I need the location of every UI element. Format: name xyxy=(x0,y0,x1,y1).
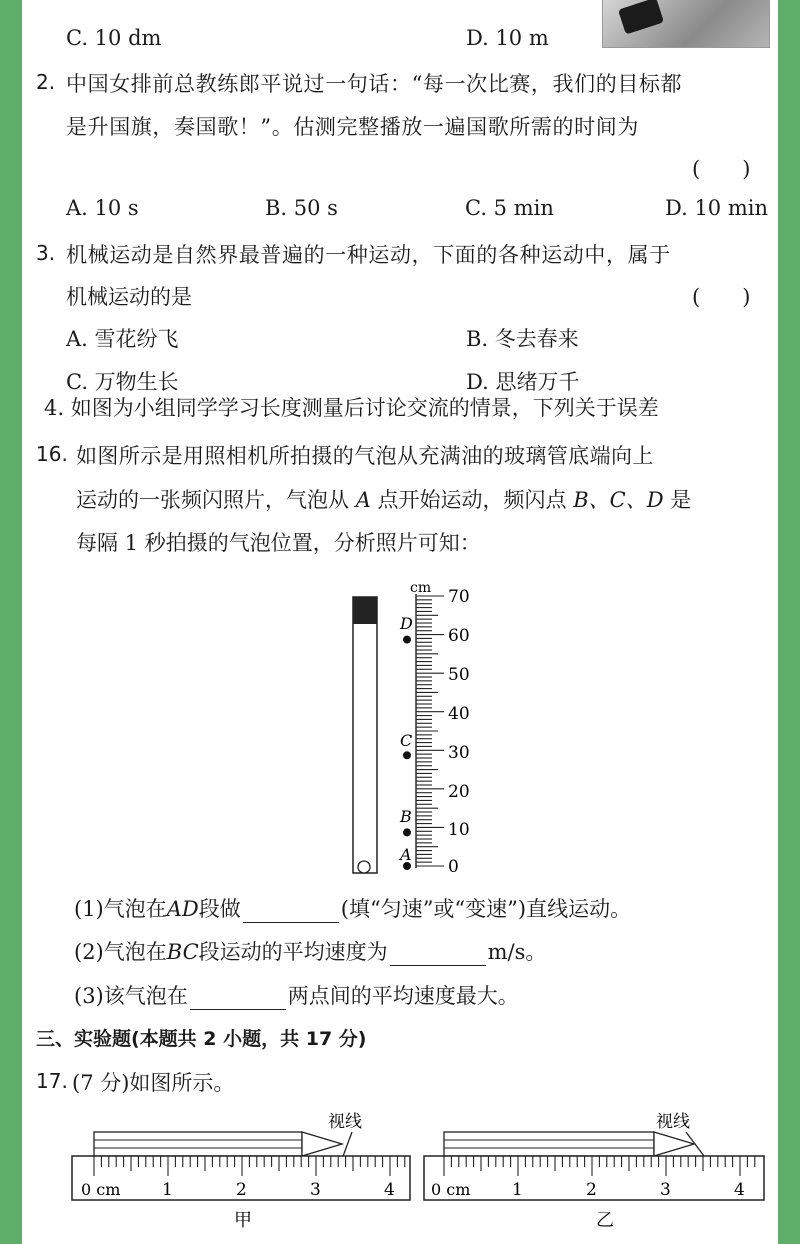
q3-option-b: B. 冬去春来 xyxy=(466,327,579,351)
tick-2-jia: 2 xyxy=(236,1180,247,1200)
bubble-point-b xyxy=(403,828,411,836)
q16-sub2: (2)气泡在BC段运动的平均速度为 m/s。 xyxy=(74,940,547,964)
bubble-positions xyxy=(403,636,411,870)
ruler-figure-jia xyxy=(66,1104,416,1236)
sub1-answer-blank[interactable] xyxy=(243,902,339,923)
point-label-a: A xyxy=(400,845,412,864)
sight-line-jia xyxy=(342,1132,352,1159)
q1-option-d: D. 10 m xyxy=(466,26,549,50)
scale-label-20: 20 xyxy=(448,782,470,802)
pencil-yi xyxy=(444,1132,694,1156)
sight-label-jia: 视线 xyxy=(328,1112,362,1132)
q16-line3: 每隔 1 秒拍摄的气泡位置，分析照片可知： xyxy=(76,531,481,555)
q3-option-d: D. 思绪万千 xyxy=(466,370,580,394)
q16-line1: 如图所示是用照相机所拍摄的气泡从充满油的玻璃管底端向上 xyxy=(76,444,654,468)
bubble-point-c xyxy=(403,751,411,759)
q2-option-c: C. 5 min xyxy=(465,196,554,220)
scale-label-50: 50 xyxy=(448,665,470,685)
caption-jia: 甲 xyxy=(234,1210,252,1231)
point-label-c: C xyxy=(400,731,413,750)
bubble xyxy=(358,861,370,873)
sub2-answer-blank[interactable] xyxy=(390,945,486,966)
tick-1-jia: 1 xyxy=(162,1180,173,1200)
glass-tube xyxy=(353,597,377,873)
q1-photo xyxy=(602,0,770,48)
ruler-zero-yi: 0 cm xyxy=(431,1180,471,1199)
tick-3-jia: 3 xyxy=(310,1180,321,1200)
q2-option-b: B. 50 s xyxy=(265,196,338,220)
scale-label-70: 70 xyxy=(448,587,470,607)
scale-label-30: 30 xyxy=(448,743,470,763)
ruler-figure-yi xyxy=(418,1104,770,1236)
bubble-point-d xyxy=(403,636,411,644)
q3-number: 3. xyxy=(36,241,56,265)
ruler-ticks xyxy=(416,596,444,866)
tick-4-yi: 4 xyxy=(734,1180,745,1200)
tick-2-yi: 2 xyxy=(586,1180,597,1200)
section-3-heading: 三、实验题(本题共 2 小题，共 17 分) xyxy=(36,1028,367,1050)
q2-option-a: A. 10 s xyxy=(66,196,139,220)
tick-4-jia: 4 xyxy=(384,1180,395,1200)
q2-line2: 是升国旗，奏国歌！”。估测完整播放一遍国歌所需的时间为 xyxy=(66,115,639,139)
sub3-answer-blank[interactable] xyxy=(190,989,286,1010)
q17-text: (7 分)如图所示。 xyxy=(72,1071,235,1095)
tick-1-yi: 1 xyxy=(512,1180,523,1200)
bubble-tube-figure xyxy=(342,576,482,880)
ruler-unit: cm xyxy=(410,580,432,596)
worksheet-page xyxy=(22,0,778,1244)
caption-yi: 乙 xyxy=(596,1210,614,1231)
q16-number: 16. xyxy=(36,442,68,466)
q3-line1: 机械运动是自然界最普遍的一种运动，下面的各种运动中，属于 xyxy=(66,243,671,267)
q3-option-c: C. 万物生长 xyxy=(66,370,179,394)
point-label-d: D xyxy=(400,614,413,633)
sight-label-yi: 视线 xyxy=(656,1112,690,1132)
tube-stopper xyxy=(353,597,377,624)
tick-3-yi: 3 xyxy=(660,1180,671,1200)
scale-label-40: 40 xyxy=(448,704,470,724)
q2-answer-paren: ( ) xyxy=(692,157,751,181)
q3-answer-paren: ( ) xyxy=(692,285,751,309)
ruler-zero-jia: 0 cm xyxy=(81,1180,121,1199)
q1-option-c: C. 10 dm xyxy=(66,26,162,50)
q2-number: 2. xyxy=(36,70,56,94)
q16-line2: 运动的一张频闪照片，气泡从 A 点开始运动，频闪点 B、C、D 是 xyxy=(76,488,692,512)
q3-line2: 机械运动的是 xyxy=(66,285,192,309)
point-label-b: B xyxy=(400,807,412,826)
pencil-jia xyxy=(94,1132,342,1156)
q16-sub3: (3)该气泡在 两点间的平均速度最大。 xyxy=(74,984,519,1008)
q4-cut-line: 4. 如图为小组同学学习长度测量后讨论交流的情景，下列关于误差 xyxy=(44,396,659,420)
q17-number: 17. xyxy=(36,1069,68,1093)
scale-label-60: 60 xyxy=(448,626,470,646)
q2-option-d: D. 10 min xyxy=(665,196,768,220)
phone-image xyxy=(618,0,664,35)
scale-label-0: 0 xyxy=(448,857,459,877)
q3-option-a: A. 雪花纷飞 xyxy=(66,327,179,351)
q16-sub1: (1)气泡在AD段做 (填“匀速”或“变速”)直线运动。 xyxy=(74,897,632,921)
scale-label-10: 10 xyxy=(448,820,470,840)
q2-line1: 中国女排前总教练郎平说过一句话：“每一次比赛，我们的目标都 xyxy=(66,72,683,96)
